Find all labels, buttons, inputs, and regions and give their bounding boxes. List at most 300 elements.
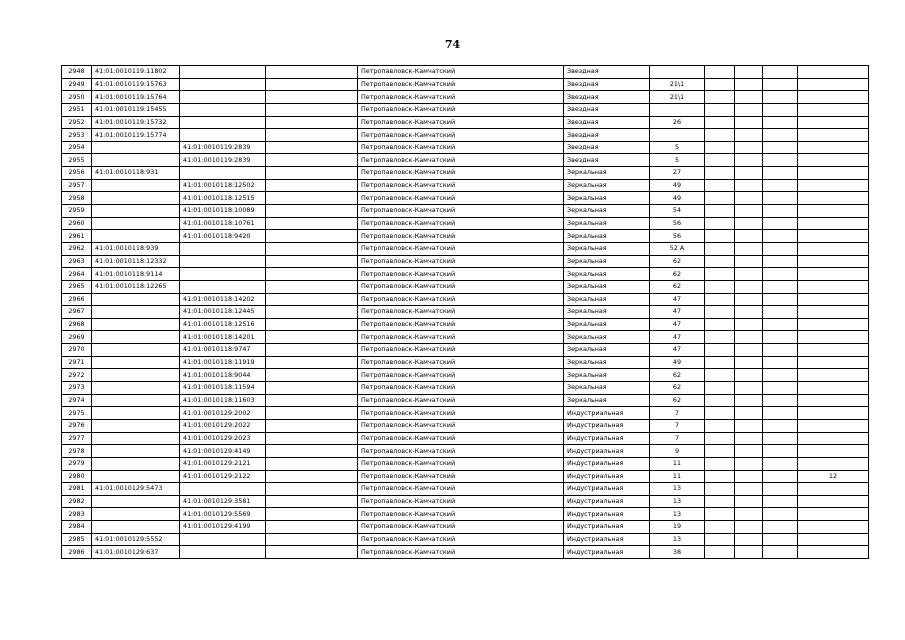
table-row (62, 167, 869, 180)
row-number-cell: 2961 (62, 230, 92, 243)
cadastral-number-cell: 41:01:0010118:9114 (92, 268, 180, 281)
empty-cell (705, 280, 735, 293)
table-row (62, 192, 869, 205)
cadastral-number-cell (92, 470, 180, 483)
extra-value-cell (798, 66, 869, 79)
empty-cell (705, 445, 735, 458)
empty-cell (705, 407, 735, 420)
cadastral-number-cell (92, 141, 180, 154)
table-row (62, 141, 869, 154)
street-cell: Зеркальная (564, 242, 650, 255)
table-row (62, 179, 869, 192)
extra-value-cell (798, 369, 869, 382)
extra-value-cell (798, 533, 869, 546)
cadastral-number-cell (92, 445, 180, 458)
empty-cell (705, 103, 735, 116)
cadastral-number-cell: 41:01:0010119:11802 (92, 66, 180, 79)
empty-cell (266, 445, 358, 458)
empty-cell (266, 217, 358, 230)
empty-cell (266, 116, 358, 129)
cadastral-number-cell (92, 230, 180, 243)
empty-cell (763, 318, 798, 331)
empty-cell (705, 217, 735, 230)
extra-value-cell (798, 179, 869, 192)
empty-cell (266, 230, 358, 243)
house-number-cell: 13 (650, 495, 705, 508)
city-cell: Петропавловск-Камчатский (358, 432, 564, 445)
cadastral-number-cell (180, 103, 266, 116)
cadastral-number-cell: 41:01:0010118:11594 (180, 382, 266, 395)
empty-cell (763, 407, 798, 420)
empty-cell (735, 445, 763, 458)
empty-cell (266, 546, 358, 559)
cadastral-number-cell: 41:01:0010118:9420 (180, 230, 266, 243)
empty-cell (735, 432, 763, 445)
cadastral-number-cell (92, 407, 180, 420)
street-cell: Зеркальная (564, 167, 650, 180)
city-cell: Петропавловск-Камчатский (358, 533, 564, 546)
street-cell: Индустриальная (564, 432, 650, 445)
cadastral-number-cell (180, 242, 266, 255)
row-number-cell: 2971 (62, 356, 92, 369)
cadastral-number-cell (92, 331, 180, 344)
house-number-cell: 49 (650, 356, 705, 369)
extra-value-cell (798, 192, 869, 205)
empty-cell (705, 230, 735, 243)
street-cell: Зеркальная (564, 217, 650, 230)
cadastral-number-cell: 41:01:0010119:15764 (92, 91, 180, 104)
street-cell: Индустриальная (564, 470, 650, 483)
cadastral-number-cell: 41:01:0010129:2002 (180, 407, 266, 420)
house-number-cell: 19 (650, 521, 705, 534)
city-cell: Петропавловск-Камчатский (358, 508, 564, 521)
extra-value-cell: 12 (798, 470, 869, 483)
extra-value-cell (798, 116, 869, 129)
empty-cell (266, 205, 358, 218)
cadastral-number-cell: 41:01:0010119:15732 (92, 116, 180, 129)
extra-value-cell (798, 306, 869, 319)
extra-value-cell (798, 331, 869, 344)
city-cell: Петропавловск-Камчатский (358, 495, 564, 508)
table-row (62, 432, 869, 445)
empty-cell (705, 495, 735, 508)
street-cell: Индустриальная (564, 457, 650, 470)
city-cell: Петропавловск-Камчатский (358, 483, 564, 496)
street-cell: Зеркальная (564, 268, 650, 281)
house-number-cell: 49 (650, 179, 705, 192)
cadastral-number-cell: 41:01:0010129:2023 (180, 432, 266, 445)
extra-value-cell (798, 268, 869, 281)
cadastral-number-cell: 41:01:0010118:9747 (180, 344, 266, 357)
empty-cell (735, 230, 763, 243)
cadastral-number-cell (92, 293, 180, 306)
empty-cell (763, 141, 798, 154)
empty-cell (763, 457, 798, 470)
empty-cell (266, 457, 358, 470)
table-row (62, 419, 869, 432)
extra-value-cell (798, 318, 869, 331)
city-cell: Петропавловск-Камчатский (358, 91, 564, 104)
empty-cell (763, 445, 798, 458)
extra-value-cell (798, 432, 869, 445)
extra-value-cell (798, 495, 869, 508)
cadastral-number-cell (180, 533, 266, 546)
empty-cell (735, 192, 763, 205)
cadastral-number-cell: 41:01:0010129:3581 (180, 495, 266, 508)
empty-cell (266, 344, 358, 357)
empty-cell (763, 483, 798, 496)
empty-cell (266, 91, 358, 104)
page-number: 74 (444, 38, 461, 51)
empty-cell (266, 407, 358, 420)
row-number-cell: 2978 (62, 445, 92, 458)
table-row (62, 217, 869, 230)
street-cell: Зеркальная (564, 306, 650, 319)
extra-value-cell (798, 78, 869, 91)
city-cell: Петропавловск-Камчатский (358, 242, 564, 255)
table-row (62, 546, 869, 559)
cadastral-number-cell: 41:01:0010118:14201 (180, 331, 266, 344)
empty-cell (705, 154, 735, 167)
row-number-cell: 2967 (62, 306, 92, 319)
empty-cell (735, 407, 763, 420)
extra-value-cell (798, 129, 869, 142)
empty-cell (705, 344, 735, 357)
city-cell: Петропавловск-Камчатский (358, 306, 564, 319)
empty-cell (735, 255, 763, 268)
extra-value-cell (798, 280, 869, 293)
cadastral-number-cell (92, 344, 180, 357)
empty-cell (266, 78, 358, 91)
row-number-cell: 2963 (62, 255, 92, 268)
empty-cell (763, 255, 798, 268)
empty-cell (763, 129, 798, 142)
cadastral-number-cell: 41:01:0010118:11603 (180, 394, 266, 407)
house-number-cell: 7 (650, 419, 705, 432)
empty-cell (266, 268, 358, 281)
empty-cell (266, 179, 358, 192)
extra-value-cell (798, 419, 869, 432)
row-number-cell: 2959 (62, 205, 92, 218)
row-number-cell: 2983 (62, 508, 92, 521)
empty-cell (266, 521, 358, 534)
street-cell: Зеркальная (564, 356, 650, 369)
empty-cell (735, 394, 763, 407)
empty-cell (266, 280, 358, 293)
row-number-cell: 2951 (62, 103, 92, 116)
street-cell: Звездная (564, 66, 650, 79)
empty-cell (763, 369, 798, 382)
row-number-cell: 2966 (62, 293, 92, 306)
empty-cell (763, 394, 798, 407)
empty-cell (735, 167, 763, 180)
cadastral-number-cell (92, 205, 180, 218)
house-number-cell (650, 66, 705, 79)
empty-cell (266, 306, 358, 319)
table-row (62, 66, 869, 79)
table-row (62, 242, 869, 255)
empty-cell (705, 369, 735, 382)
empty-cell (266, 533, 358, 546)
table-row (62, 280, 869, 293)
cadastral-number-cell: 41:01:0010118:931 (92, 167, 180, 180)
house-number-cell: 11 (650, 470, 705, 483)
city-cell: Петропавловск-Камчатский (358, 280, 564, 293)
extra-value-cell (798, 154, 869, 167)
empty-cell (705, 382, 735, 395)
extra-value-cell (798, 508, 869, 521)
row-number-cell: 2965 (62, 280, 92, 293)
empty-cell (763, 91, 798, 104)
street-cell: Звездная (564, 141, 650, 154)
table-row (62, 483, 869, 496)
city-cell: Петропавловск-Камчатский (358, 419, 564, 432)
house-number-cell: 56 (650, 230, 705, 243)
city-cell: Петропавловск-Камчатский (358, 230, 564, 243)
city-cell: Петропавловск-Камчатский (358, 167, 564, 180)
street-cell: Зеркальная (564, 179, 650, 192)
house-number-cell: 62 (650, 280, 705, 293)
cadastral-number-cell (180, 167, 266, 180)
city-cell: Петропавловск-Камчатский (358, 344, 564, 357)
empty-cell (735, 382, 763, 395)
empty-cell (763, 268, 798, 281)
empty-cell (735, 369, 763, 382)
house-number-cell: 11 (650, 457, 705, 470)
table-row (62, 78, 869, 91)
empty-cell (763, 382, 798, 395)
house-number-cell: 21\1 (650, 91, 705, 104)
extra-value-cell (798, 103, 869, 116)
table-row (62, 533, 869, 546)
empty-cell (266, 293, 358, 306)
house-number-cell: 62 (650, 369, 705, 382)
empty-cell (763, 217, 798, 230)
empty-cell (266, 141, 358, 154)
house-number-cell (650, 103, 705, 116)
empty-cell (735, 141, 763, 154)
row-number-cell: 2982 (62, 495, 92, 508)
empty-cell (763, 508, 798, 521)
city-cell: Петропавловск-Камчатский (358, 192, 564, 205)
cadastral-number-cell: 41:01:0010119:2839 (180, 154, 266, 167)
house-number-cell: 5 (650, 154, 705, 167)
empty-cell (763, 242, 798, 255)
house-number-cell: 54 (650, 205, 705, 218)
row-number-cell: 2981 (62, 483, 92, 496)
empty-cell (266, 470, 358, 483)
city-cell: Петропавловск-Камчатский (358, 407, 564, 420)
empty-cell (266, 508, 358, 521)
house-number-cell: 7 (650, 432, 705, 445)
cadastral-number-cell (180, 255, 266, 268)
table-row (62, 255, 869, 268)
house-number-cell: 47 (650, 306, 705, 319)
cadastral-number-cell (92, 369, 180, 382)
empty-cell (735, 217, 763, 230)
city-cell: Петропавловск-Камчатский (358, 66, 564, 79)
cadastral-number-cell: 41:01:0010129:5569 (180, 508, 266, 521)
empty-cell (735, 129, 763, 142)
empty-cell (705, 432, 735, 445)
row-number-cell: 2950 (62, 91, 92, 104)
empty-cell (705, 91, 735, 104)
empty-cell (763, 470, 798, 483)
cadastral-number-cell: 41:01:0010118:10761 (180, 217, 266, 230)
empty-cell (735, 508, 763, 521)
empty-cell (735, 344, 763, 357)
city-cell: Петропавловск-Камчатский (358, 457, 564, 470)
house-number-cell: 9 (650, 445, 705, 458)
cadastral-number-cell: 41:01:0010118:12445 (180, 306, 266, 319)
empty-cell (705, 483, 735, 496)
house-number-cell (650, 129, 705, 142)
empty-cell (763, 356, 798, 369)
empty-cell (705, 129, 735, 142)
empty-cell (735, 495, 763, 508)
cadastral-number-cell (180, 280, 266, 293)
house-number-cell: 47 (650, 344, 705, 357)
empty-cell (705, 167, 735, 180)
house-number-cell: 52 А (650, 242, 705, 255)
empty-cell (735, 457, 763, 470)
cadastral-number-cell (92, 508, 180, 521)
table-row (62, 344, 869, 357)
cadastral-number-cell (92, 217, 180, 230)
empty-cell (705, 116, 735, 129)
cadastral-number-cell (92, 394, 180, 407)
street-cell: Зеркальная (564, 230, 650, 243)
row-number-cell: 2952 (62, 116, 92, 129)
city-cell: Петропавловск-Камчатский (358, 78, 564, 91)
cadastral-number-cell (92, 495, 180, 508)
city-cell: Петропавловск-Камчатский (358, 154, 564, 167)
table-row (62, 205, 869, 218)
empty-cell (266, 192, 358, 205)
empty-cell (266, 369, 358, 382)
city-cell: Петропавловск-Камчатский (358, 546, 564, 559)
cadastral-number-cell (92, 382, 180, 395)
empty-cell (735, 293, 763, 306)
house-number-cell: 27 (650, 167, 705, 180)
empty-cell (763, 78, 798, 91)
table-row (62, 508, 869, 521)
empty-cell (266, 356, 358, 369)
cadastral-number-cell (92, 521, 180, 534)
row-number-cell: 2964 (62, 268, 92, 281)
empty-cell (735, 116, 763, 129)
street-cell: Зеркальная (564, 394, 650, 407)
cadastral-number-cell: 41:01:0010129:637 (92, 546, 180, 559)
house-number-cell: 56 (650, 217, 705, 230)
row-number-cell: 2979 (62, 457, 92, 470)
table-row (62, 91, 869, 104)
empty-cell (735, 91, 763, 104)
house-number-cell: 49 (650, 192, 705, 205)
empty-cell (735, 356, 763, 369)
street-cell: Зеркальная (564, 369, 650, 382)
cadastral-number-cell (180, 268, 266, 281)
cadastral-number-cell (180, 546, 266, 559)
cadastral-number-cell (180, 483, 266, 496)
street-cell: Зеркальная (564, 331, 650, 344)
table-row (62, 457, 869, 470)
street-cell: Звездная (564, 129, 650, 142)
empty-cell (266, 66, 358, 79)
empty-cell (735, 546, 763, 559)
extra-value-cell (798, 255, 869, 268)
extra-value-cell (798, 242, 869, 255)
city-cell: Петропавловск-Камчатский (358, 318, 564, 331)
street-cell: Индустриальная (564, 533, 650, 546)
row-number-cell: 2977 (62, 432, 92, 445)
table-row (62, 470, 869, 483)
street-cell: Индустриальная (564, 495, 650, 508)
cadastral-number-cell: 41:01:0010129:5473 (92, 483, 180, 496)
cadastral-number-cell: 41:01:0010118:9044 (180, 369, 266, 382)
city-cell: Петропавловск-Камчатский (358, 394, 564, 407)
city-cell: Петропавловск-Камчатский (358, 521, 564, 534)
row-number-cell: 2949 (62, 78, 92, 91)
table-row (62, 318, 869, 331)
empty-cell (735, 78, 763, 91)
cadastral-number-cell: 41:01:0010118:939 (92, 242, 180, 255)
city-cell: Петропавловск-Камчатский (358, 445, 564, 458)
street-cell: Зеркальная (564, 255, 650, 268)
empty-cell (735, 179, 763, 192)
street-cell: Индустриальная (564, 407, 650, 420)
street-cell: Индустриальная (564, 419, 650, 432)
row-number-cell: 2953 (62, 129, 92, 142)
cadastral-number-cell: 41:01:0010129:4149 (180, 445, 266, 458)
empty-cell (735, 280, 763, 293)
row-number-cell: 2962 (62, 242, 92, 255)
cadastral-number-cell: 41:01:0010118:12515 (180, 192, 266, 205)
empty-cell (763, 192, 798, 205)
row-number-cell: 2968 (62, 318, 92, 331)
house-number-cell: 13 (650, 508, 705, 521)
empty-cell (705, 521, 735, 534)
street-cell: Зеркальная (564, 205, 650, 218)
cadastral-number-cell (92, 356, 180, 369)
city-cell: Петропавловск-Камчатский (358, 470, 564, 483)
street-cell: Звездная (564, 91, 650, 104)
cadastral-number-cell: 41:01:0010119:15455 (92, 103, 180, 116)
empty-cell (763, 179, 798, 192)
house-number-cell: 47 (650, 318, 705, 331)
row-number-cell: 2975 (62, 407, 92, 420)
empty-cell (266, 495, 358, 508)
empty-cell (763, 167, 798, 180)
house-number-cell: 21\1 (650, 78, 705, 91)
empty-cell (763, 546, 798, 559)
street-cell: Зеркальная (564, 382, 650, 395)
street-cell: Индустриальная (564, 445, 650, 458)
row-number-cell: 2957 (62, 179, 92, 192)
empty-cell (705, 508, 735, 521)
city-cell: Петропавловск-Камчатский (358, 103, 564, 116)
house-number-cell: 38 (650, 546, 705, 559)
row-number-cell: 2955 (62, 154, 92, 167)
empty-cell (735, 331, 763, 344)
extra-value-cell (798, 230, 869, 243)
city-cell: Петропавловск-Камчатский (358, 217, 564, 230)
row-number-cell: 2972 (62, 369, 92, 382)
extra-value-cell (798, 344, 869, 357)
row-number-cell: 2976 (62, 419, 92, 432)
empty-cell (705, 457, 735, 470)
empty-cell (266, 167, 358, 180)
